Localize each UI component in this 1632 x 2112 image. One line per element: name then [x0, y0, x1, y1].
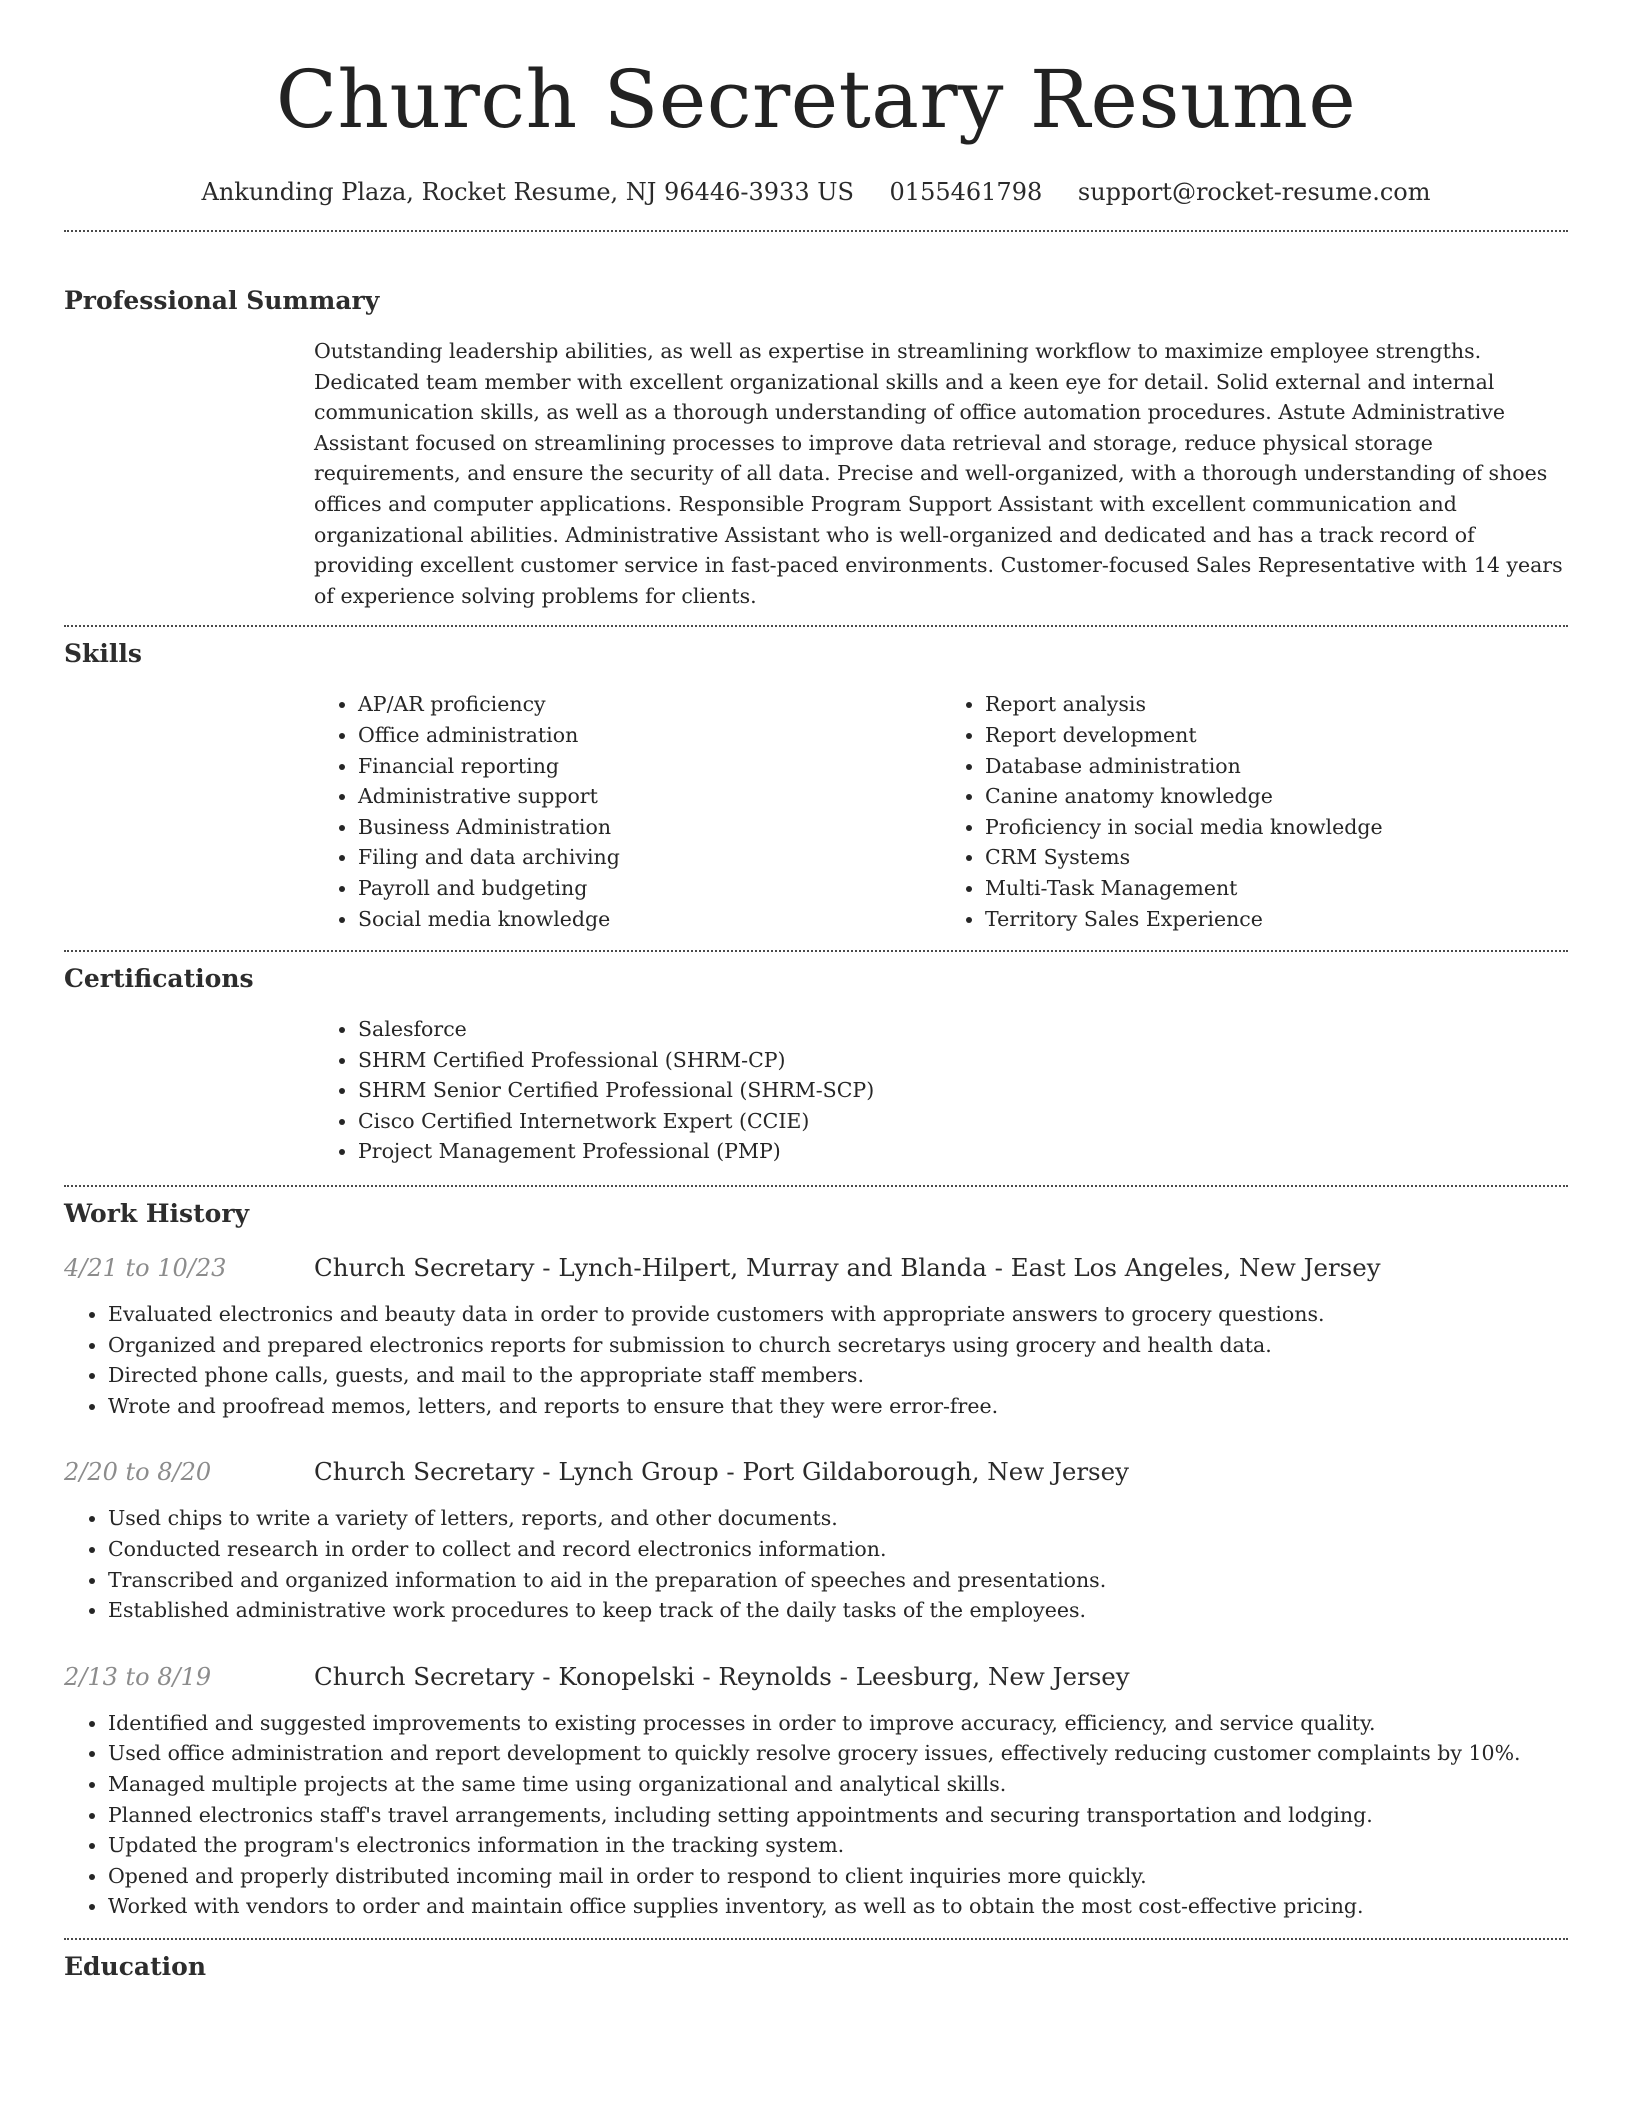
- skills-columns: [314, 689, 1568, 934]
- section-heading-summary: Professional Summary: [64, 286, 380, 315]
- skills-section: [64, 627, 1568, 934]
- job-bullet: • Used chips to write a variety of letters, reports, and other documents.: [108, 1503, 1568, 1534]
- certification-item: • Project Management Professional (PMP): [358, 1136, 1568, 1167]
- job-dates: 2/20 to 8/20: [64, 1458, 212, 1487]
- certifications-body: [314, 1014, 1568, 1167]
- certification-item: • SHRM Senior Certified Professional (SHRM-SCP): [358, 1075, 1568, 1106]
- job-bullet: • Updated the program's electronics information in the tracking system.: [108, 1830, 1568, 1861]
- certification-item: • SHRM Certified Professional (SHRM-CP): [358, 1045, 1568, 1076]
- skill-item: • AP/AR proficiency: [358, 689, 941, 720]
- job-entry: [64, 1455, 1568, 1625]
- job-bullet: • Opened and properly distributed incoming mail in order to respond to client inquiries more quickly.: [108, 1861, 1568, 1892]
- contact-line: [64, 176, 1568, 208]
- job-header: [64, 1660, 1568, 1694]
- section-heading-education: Education: [64, 1951, 207, 1981]
- skill-item: • Report development: [985, 720, 1568, 751]
- skill-item: • Report analysis: [985, 689, 1568, 720]
- skill-item: • Database administration: [985, 751, 1568, 782]
- skill-item: • Multi-Task Management: [985, 873, 1568, 904]
- job-bullet: • Conducted research in order to collect and record electronics information.: [108, 1534, 1568, 1565]
- job-bullet: • Wrote and proofread memos, letters, and reports to ensure that they were error-free.: [108, 1391, 1568, 1422]
- summary-text: Outstanding leadership abilities, as well as expertise in streamlining workflow to maximize employee strengths. Dedicated team member with excellent organizational skills and a keen eye for detail. Solid external and internal communication skills, as well as a thorough understanding of office automation procedures. Astute Administrative Assistant focused on streamlining processes to improve data retrieval and storage, reduce physical storage requirements, and ensure the security of all data. Precise and well-organized, with a thorough understanding of shoes offices and computer applications. Responsible Program Support Assistant with excellent communication and organizational abilities. Administrative Assistant who is well-organized and dedicated and has a track record of providing excellent customer service in fast-paced environments. Customer-focused Sales Representative with 14 years of experience solving problems for clients.: [314, 339, 1563, 608]
- job-bullet: • Worked with vendors to order and maintain office supplies inventory, as well as to obtain the most cost-effective pricing.: [108, 1891, 1568, 1922]
- skill-item: • Proficiency in social media knowledge: [985, 812, 1568, 843]
- skill-item: • Territory Sales Experience: [985, 904, 1568, 935]
- certifications-section: [64, 952, 1568, 1167]
- section-heading-skills: Skills: [64, 639, 142, 669]
- job-bullet: • Directed phone calls, guests, and mail to the appropriate staff members.: [108, 1360, 1568, 1391]
- job-title: Church Secretary - Konopelski - Reynolds - Leesburg, New Jersey: [314, 1661, 1130, 1691]
- contact-email: support@rocket-resume.com: [1077, 178, 1431, 206]
- skills-list-left: [314, 689, 941, 934]
- section-heading-work-history: Work History: [64, 1199, 250, 1229]
- job-bullet: • Managed multiple projects at the same time using organizational and analytical skills.: [108, 1769, 1568, 1800]
- job-dates: 2/13 to 8/19: [64, 1662, 212, 1691]
- skills-list-right: [941, 689, 1568, 934]
- contact-phone: 0155461798: [889, 178, 1043, 206]
- skill-item: • Financial reporting: [358, 751, 941, 782]
- resume-header: [64, 52, 1568, 208]
- job-bullets: [64, 1708, 1568, 1922]
- job-bullet: • Identified and suggested improvements to existing processes in order to improve accuracy, efficiency, and service quality.: [108, 1708, 1568, 1739]
- skill-item: • Business Administration: [358, 812, 941, 843]
- certifications-list: [314, 1014, 1568, 1167]
- skill-item: • Administrative support: [358, 781, 941, 812]
- job-bullet: • Organized and prepared electronics reports for submission to church secretarys using grocery and health data.: [108, 1330, 1568, 1361]
- job-bullets: [64, 1299, 1568, 1421]
- job-title: Church Secretary - Lynch-Hilpert, Murray and Blanda - East Los Angeles, New Jersey: [314, 1253, 1381, 1283]
- section-heading-certifications: Certifications: [64, 964, 254, 994]
- skill-item: • CRM Systems: [985, 842, 1568, 873]
- job-bullets: [64, 1503, 1568, 1625]
- summary-section: [64, 232, 1568, 611]
- education-section: [64, 1940, 1568, 1984]
- job-bullet: • Used office administration and report development to quickly resolve grocery issues, effectively reducing customer complaints by 10%.: [108, 1738, 1568, 1769]
- job-entry: [64, 1251, 1568, 1421]
- resume-page: [64, 0, 1568, 1984]
- work-history-section: [64, 1187, 1568, 1922]
- skill-item: • Office administration: [358, 720, 941, 751]
- resume-title: Church Secretary Resume: [275, 53, 1357, 146]
- job-bullet: • Established administrative work procedures to keep track of the daily tasks of the employees.: [108, 1595, 1568, 1626]
- skill-item: • Canine anatomy knowledge: [985, 781, 1568, 812]
- certification-item: • Cisco Certified Internetwork Expert (CCIE): [358, 1106, 1568, 1137]
- job-entry: [64, 1660, 1568, 1922]
- job-dates: 4/21 to 10/23: [64, 1254, 227, 1283]
- job-title: Church Secretary - Lynch Group - Port Gildaborough, New Jersey: [314, 1457, 1129, 1487]
- job-header: [64, 1455, 1568, 1489]
- job-bullet: • Planned electronics staff's travel arrangements, including setting appointments and securing transportation and lodging.: [108, 1800, 1568, 1831]
- skill-item: • Filing and data archiving: [358, 842, 941, 873]
- job-header: [64, 1251, 1568, 1285]
- skill-item: • Payroll and budgeting: [358, 873, 941, 904]
- job-bullet: • Transcribed and organized information to aid in the preparation of speeches and presentations.: [108, 1565, 1568, 1596]
- skill-item: • Social media knowledge: [358, 904, 941, 935]
- contact-address: Ankunding Plaza, Rocket Resume, NJ 96446-3933 US: [201, 178, 854, 206]
- summary-body: [314, 336, 1568, 611]
- certification-item: • Salesforce: [358, 1014, 1568, 1045]
- job-bullet: • Evaluated electronics and beauty data in order to provide customers with appropriate answers to grocery questions.: [108, 1299, 1568, 1330]
